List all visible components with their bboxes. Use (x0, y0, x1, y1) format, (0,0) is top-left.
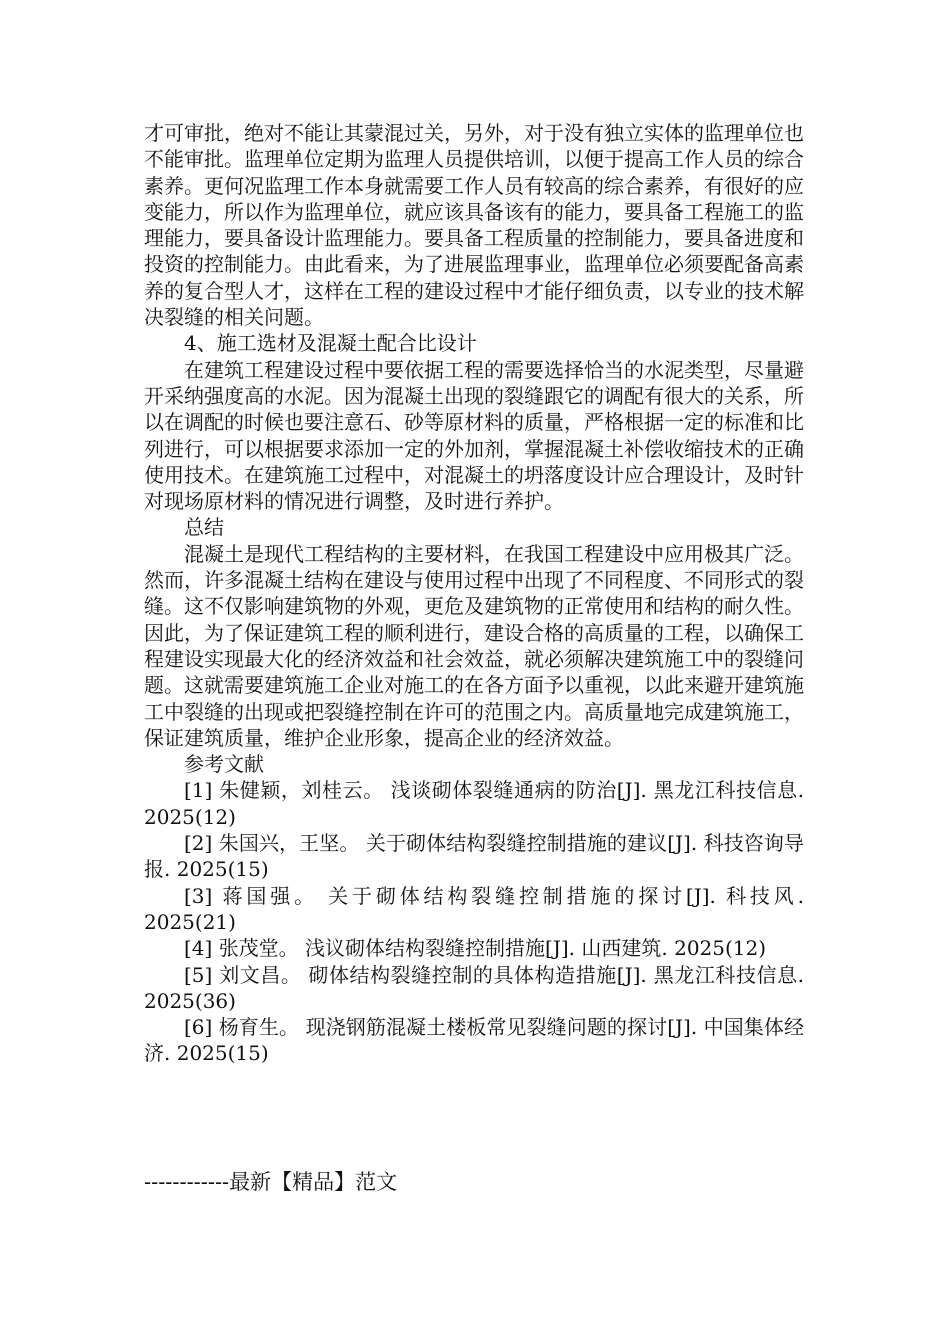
reference-item-2: [2] 朱国兴，王坚。 关于砌体结构裂缝控制措施的建议[J]. 科技咨询导报. 2025(15) (144, 831, 804, 882)
reference-item-6: [6] 杨育生。 现浇钢筋混凝土楼板常见裂缝问题的探讨[J]. 中国集体经济. 2025(15) (144, 1015, 804, 1066)
references-heading: 参考文献 (184, 752, 264, 777)
reference-item-4: [4] 张茂堂。 浅议砌体结构裂缝控制措施[J]. 山西建筑. 2025(12) (184, 936, 767, 961)
paragraph-materials: 在建筑工程建设过程中要依据工程的需要选择恰当的水泥类型，尽量避开采纳强度高的水泥。因为混凝土出现的裂缝跟它的调配有很大的关系，所以在调配的时候也要注意石、砂等原材料的质量，严格根据一定的标准和比列进行，可以根据要求添加一定的外加剂，掌握混凝土补偿收缩技术的正确使用技术。在建筑施工过程中，对混凝土的坍落度设计应合理设计，及时针对现场原材料的情况进行调整，及时进行养护。 (144, 357, 804, 514)
summary-heading: 总结 (184, 515, 224, 540)
reference-item-5: [5] 刘文昌。 砌体结构裂缝控制的具体构造措施[J]. 黑龙江科技信息. 2025(36) (144, 962, 804, 1013)
document-body (144, 120, 804, 1067)
paragraph-supervision: 才可审批，绝对不能让其蒙混过关，另外，对于没有独立实体的监理单位也不能审批。监理单位定期为监理人员提供培训，以便于提高工作人员的综合素养。更何况监理工作本身就需要工作人员有较高的综合素养，有很好的应变能力，所以作为监理单位，就应该具备该有的能力，要具备工程施工的监理能力，要具备设计监理能力。要具备工程质量的控制能力，要具备进度和投资的控制能力。由此看来，为了进展监理事业，监理单位必须要配备高素养的复合型人才，这样在工程的建设过程中才能仔细负责，以专业的技术解决裂缝的相关问题。 (144, 121, 804, 330)
reference-item-3: [3] 蒋国强。 关于砌体结构裂缝控制措施的探讨[J]. 科技风. 2025(21) (144, 883, 804, 934)
reference-item-1: [1] 朱健颖，刘桂云。 浅谈砌体裂缝通病的防治[J]. 黑龙江科技信息. 2025(12) (144, 778, 804, 829)
footer-text: ------------最新【精品】范文 (144, 1170, 398, 1194)
paragraph-summary: 混凝土是现代工程结构的主要材料，在我国工程建设中应用极其广泛。然而，许多混凝土结构在建设与使用过程中出现了不同程度、不同形式的裂缝。这不仅影响建筑物的外观，更危及建筑物的正常使用和结构的耐久性。因此，为了保证建筑工程的顺利进行，建设合格的高质量的工程，以确保工程建设实现最大化的经济效益和社会效益，就必须解决建筑施工中的裂缝问题。这就需要建筑施工企业对施工的在各方面予以重视，以此来避开建筑施工中裂缝的出现或把裂缝控制在许可的范围之内。高质量地完成建筑施工，保证建筑质量，维护企业形象，提高企业的经济效益。 (144, 541, 804, 750)
section-heading-4: 4、施工选材及混凝土配合比设计 (184, 331, 477, 356)
